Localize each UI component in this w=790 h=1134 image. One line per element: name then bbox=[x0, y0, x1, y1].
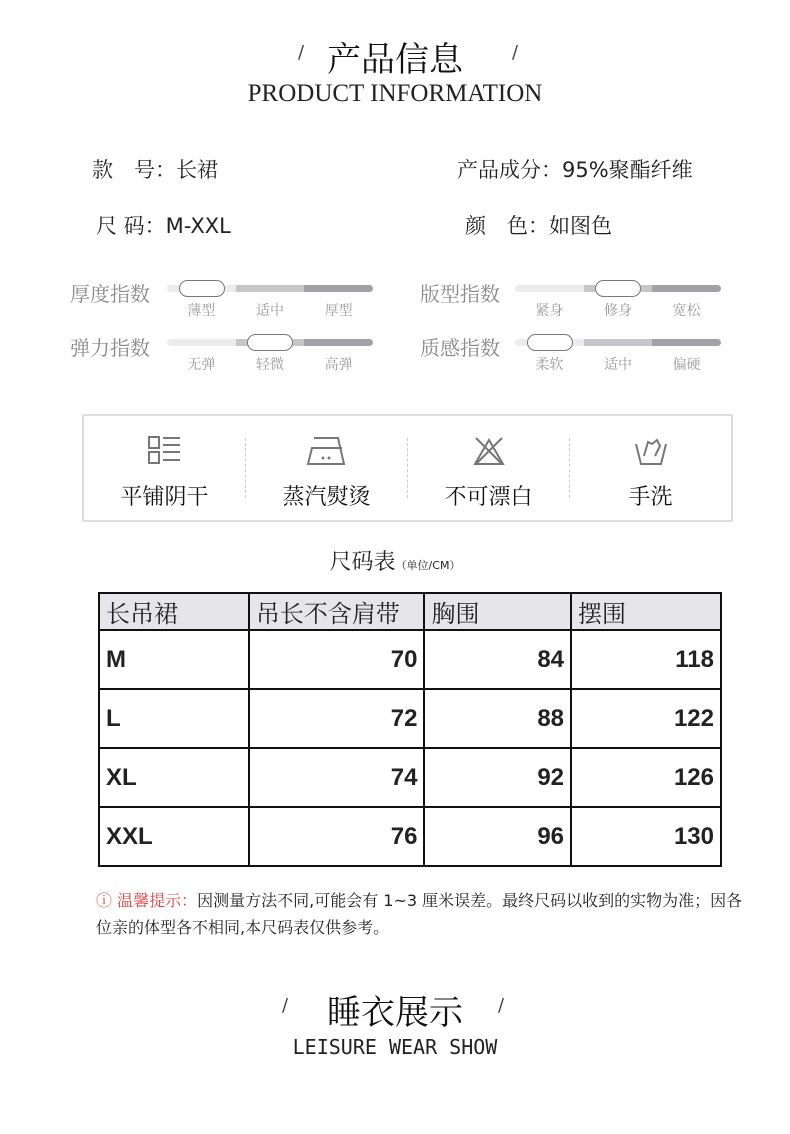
index-tick: 轻微 bbox=[256, 357, 284, 373]
index-bar bbox=[167, 285, 373, 292]
index-tick: 适中 bbox=[256, 303, 284, 319]
index-tick: 柔软 bbox=[535, 357, 564, 373]
care-label: 手洗 bbox=[628, 485, 673, 510]
column-header: 吊长不含肩带 bbox=[249, 593, 425, 630]
divider-slash: / bbox=[298, 42, 305, 63]
table-row bbox=[99, 630, 721, 689]
index-tick: 修身 bbox=[604, 303, 632, 319]
section-subtitle: PRODUCT INFORMATION bbox=[247, 80, 543, 107]
index-ticks bbox=[167, 300, 373, 320]
table-cell: 92 bbox=[424, 748, 571, 807]
table-cell: XL bbox=[99, 748, 249, 807]
index-label: 弹力指数 bbox=[70, 336, 150, 360]
section-title: 睡衣展示 bbox=[327, 993, 463, 1033]
steam-iron-icon bbox=[306, 434, 348, 468]
table-header-row bbox=[99, 593, 721, 630]
index-bar bbox=[167, 339, 373, 346]
table-cell: M bbox=[99, 630, 249, 689]
index-tick: 无弹 bbox=[187, 357, 216, 373]
index-tick: 适中 bbox=[604, 357, 632, 373]
size-chart-unit: （单位/CM） bbox=[395, 559, 461, 572]
table-cell: 118 bbox=[571, 630, 721, 689]
index-knob bbox=[527, 334, 573, 351]
color-info: 颜 色：如图色 bbox=[465, 214, 612, 238]
index-tick: 紧身 bbox=[535, 303, 564, 319]
column-header: 长吊裙 bbox=[99, 593, 249, 630]
index-bar bbox=[515, 339, 721, 346]
index-knob bbox=[247, 334, 293, 351]
notice-label: 温馨提示： bbox=[117, 891, 198, 910]
index-knob bbox=[595, 280, 641, 297]
care-item bbox=[84, 416, 245, 520]
table-cell: 88 bbox=[424, 689, 571, 748]
composition-info: 产品成分：95%聚酯纤维 bbox=[457, 158, 693, 182]
table-cell: 72 bbox=[249, 689, 425, 748]
size-info: 尺 码：M-XXL bbox=[96, 214, 231, 238]
care-instructions bbox=[82, 414, 733, 522]
index-label: 质感指数 bbox=[420, 336, 500, 360]
size-chart-heading bbox=[0, 545, 790, 576]
table-row bbox=[99, 689, 721, 748]
size-chart-table bbox=[98, 592, 722, 867]
section-title: 产品信息 bbox=[327, 40, 463, 80]
no-bleach-icon bbox=[472, 434, 506, 468]
index-tick: 偏硬 bbox=[672, 357, 701, 373]
index-label: 版型指数 bbox=[420, 282, 500, 306]
index-ticks bbox=[167, 354, 373, 374]
care-label: 平铺阴干 bbox=[120, 485, 209, 510]
index-tick: 高弹 bbox=[324, 357, 353, 373]
care-label: 不可漂白 bbox=[444, 485, 533, 510]
table-cell: 74 bbox=[249, 748, 425, 807]
table-cell: 70 bbox=[249, 630, 425, 689]
table-row bbox=[99, 807, 721, 866]
table-cell: 126 bbox=[571, 748, 721, 807]
index-ticks bbox=[515, 300, 721, 320]
divider-slash: / bbox=[498, 995, 505, 1016]
notice bbox=[96, 887, 746, 941]
index-knob bbox=[179, 280, 225, 297]
care-item bbox=[407, 438, 569, 510]
table-cell: 96 bbox=[424, 807, 571, 866]
table-cell: 130 bbox=[571, 807, 721, 866]
divider-slash: / bbox=[282, 995, 289, 1016]
style-info: 款 号：长裙 bbox=[92, 158, 218, 182]
table-cell: 76 bbox=[249, 807, 425, 866]
table-cell: XXL bbox=[99, 807, 249, 866]
column-header: 摆围 bbox=[571, 593, 721, 630]
hand-wash-icon bbox=[634, 434, 668, 468]
index-ticks bbox=[515, 354, 721, 374]
index-bar bbox=[515, 285, 721, 292]
index-tick: 厚型 bbox=[324, 303, 353, 319]
index-label: 厚度指数 bbox=[70, 282, 150, 306]
care-item bbox=[245, 438, 407, 510]
column-header: 胸围 bbox=[424, 593, 571, 630]
care-item bbox=[569, 438, 731, 510]
info-icon: ⓘ bbox=[96, 891, 118, 910]
table-cell: 84 bbox=[424, 630, 571, 689]
table-cell: 122 bbox=[571, 689, 721, 748]
table-row bbox=[99, 748, 721, 807]
index-tick: 宽松 bbox=[672, 303, 701, 319]
section-subtitle: LEISURE WEAR SHOW bbox=[292, 1035, 498, 1059]
table-cell: L bbox=[99, 689, 249, 748]
size-chart-title: 尺码表 bbox=[329, 550, 396, 575]
divider-slash: / bbox=[512, 42, 519, 63]
care-label: 蒸汽熨烫 bbox=[282, 485, 371, 510]
flat-dry-icon bbox=[147, 434, 183, 468]
index-tick: 薄型 bbox=[187, 303, 216, 319]
notice-text: 因测量方法不同,可能会有 1~3 厘米误差。最终尺码以收到的实物为准；因各位亲的体型各不相同,本尺码表仅供参考。 bbox=[96, 891, 743, 937]
